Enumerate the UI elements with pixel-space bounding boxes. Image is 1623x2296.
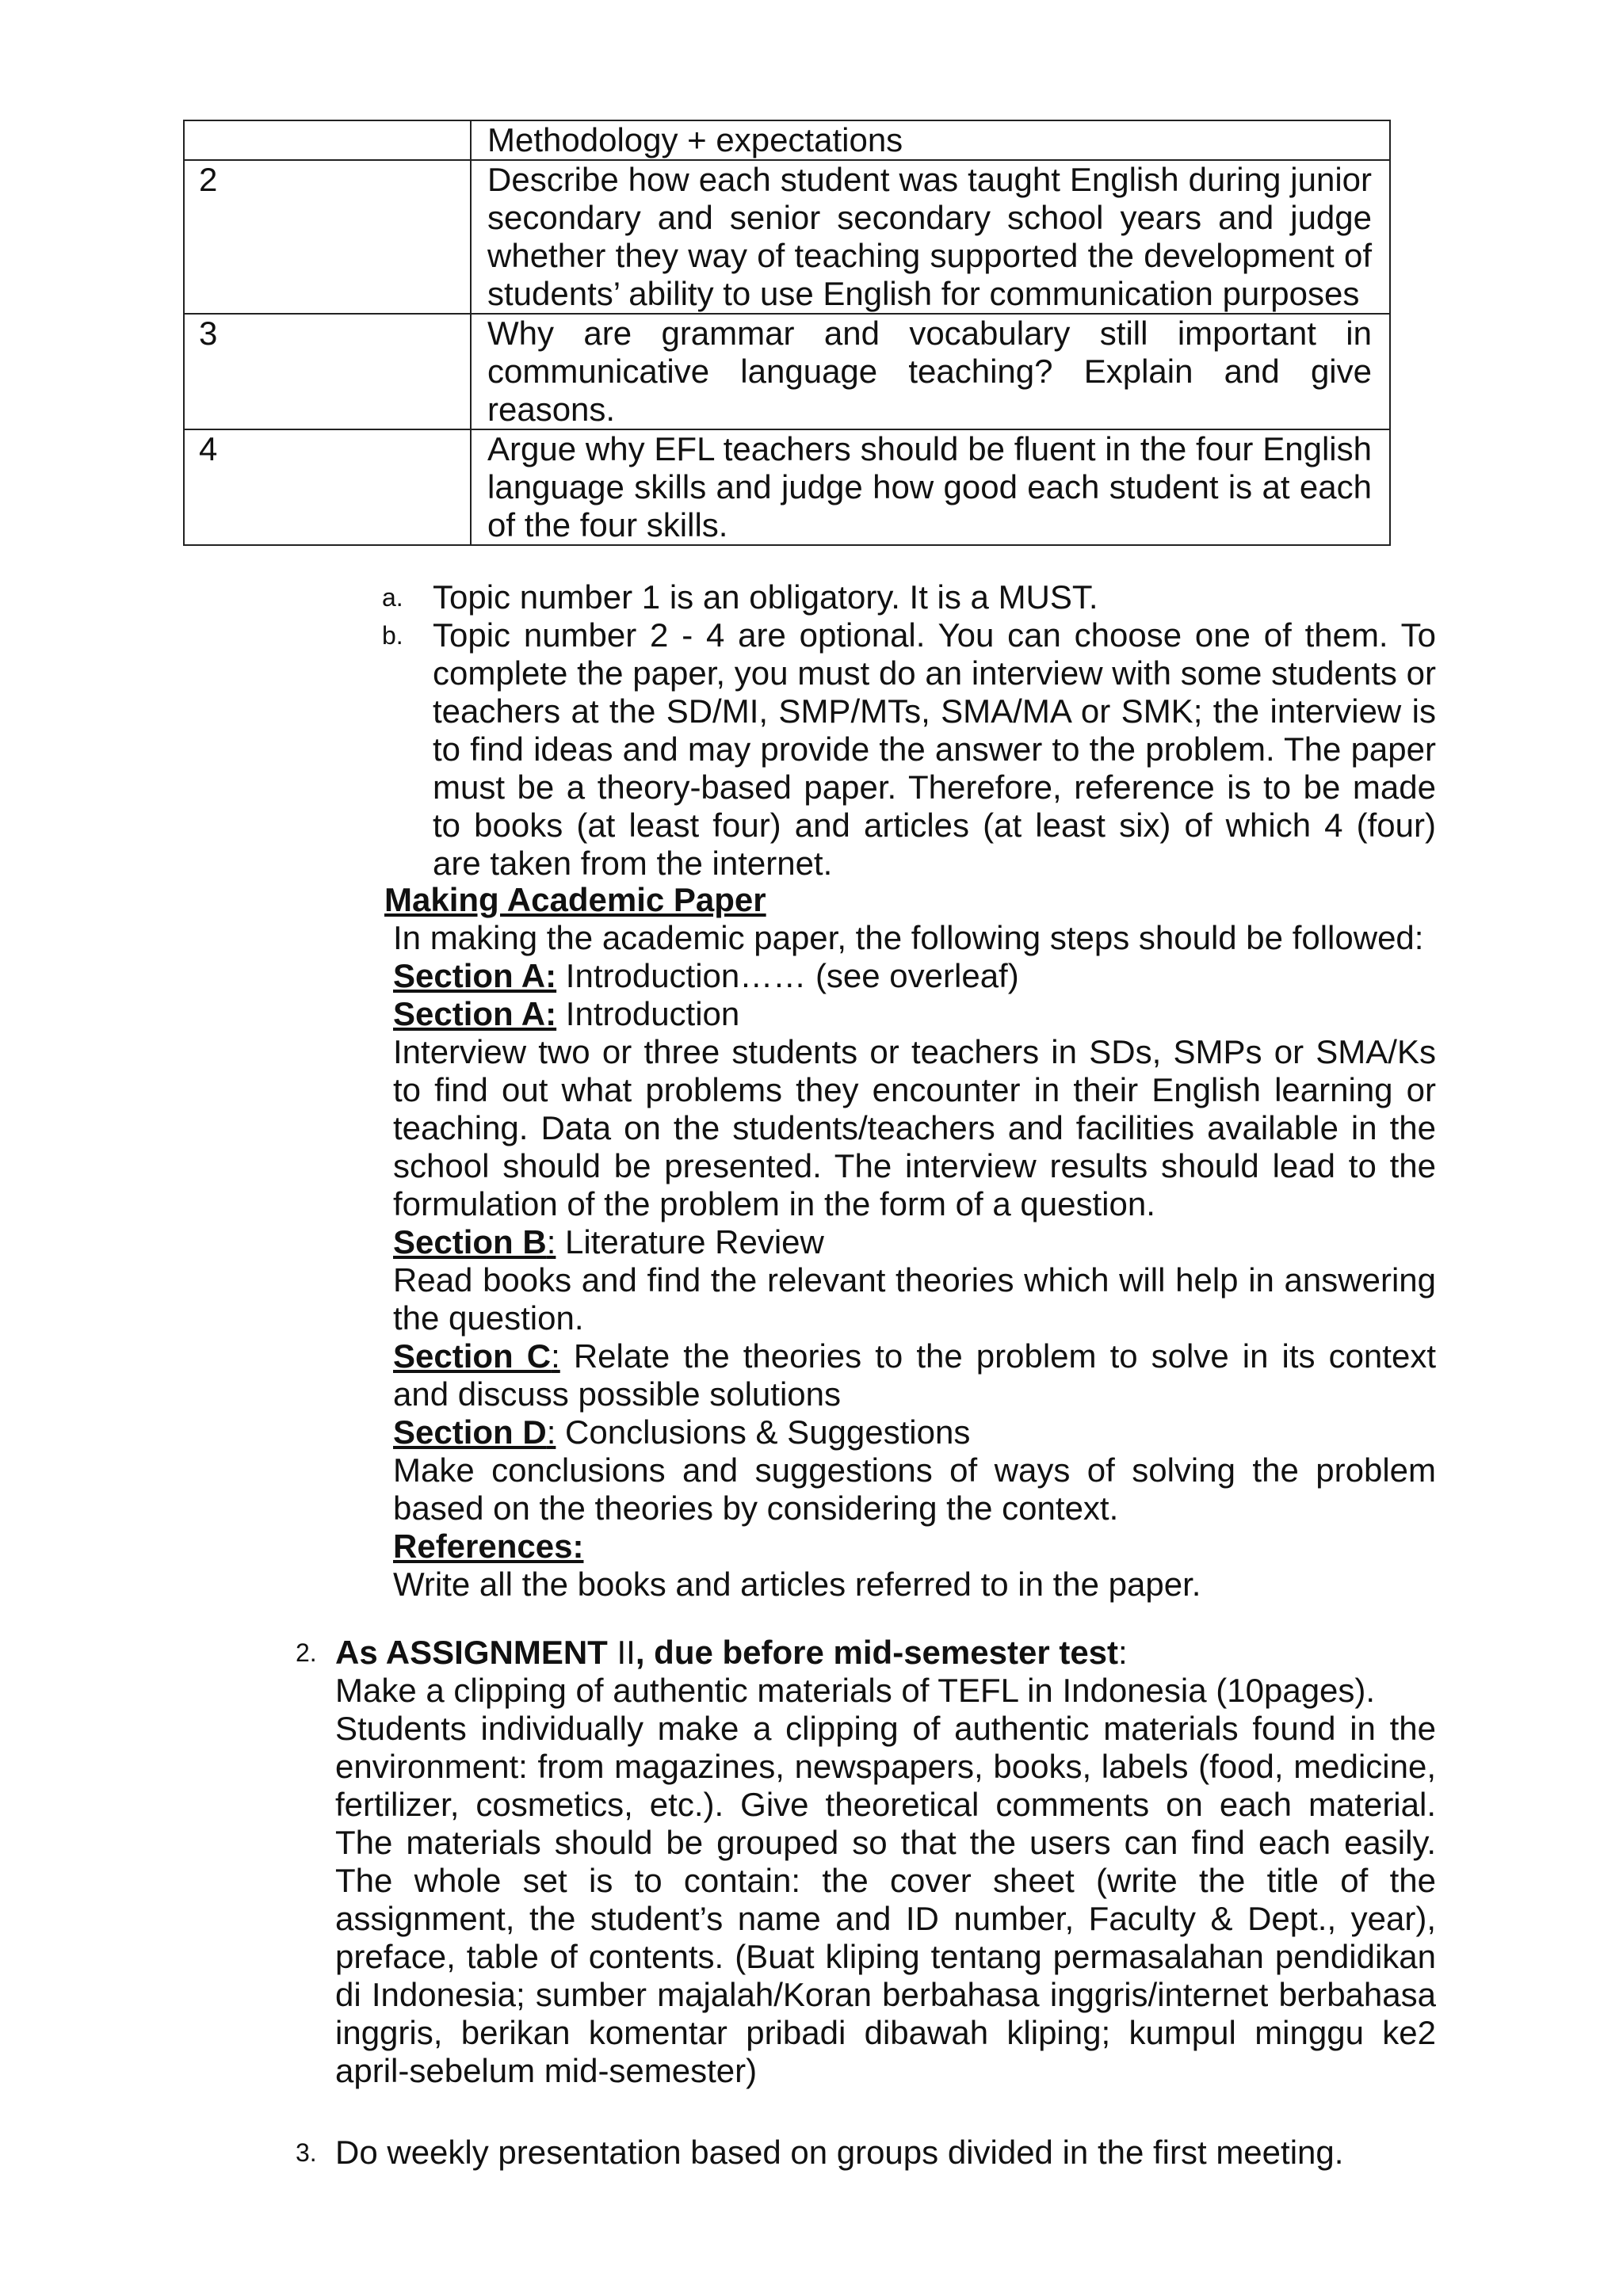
section-title: Conclusions & Suggestions (556, 1413, 971, 1451)
item-3-text: Do weekly presentation based on groups divided in the first meeting. (335, 2134, 1344, 2171)
topic-description-cell: Describe how each student was taught English during junior secondary and senior secondary school years and judge whether they way of teaching supported the development of students’ ability to use English for communication purposes (471, 160, 1390, 314)
topic-number-cell (184, 120, 471, 160)
item-3 (296, 2134, 1436, 2172)
topic-description-cell: Why are grammar and vocabulary still important in communicative language teaching? Explain and give reasons. (471, 314, 1390, 429)
section-label: Section A: (393, 957, 557, 994)
references-heading (393, 1527, 1436, 1566)
section-label: Section A: (393, 995, 557, 1032)
assignment-title-part: II (607, 1634, 636, 1671)
academic-paper-steps (393, 919, 1436, 1604)
topic-number-cell: 3 (184, 314, 471, 429)
assignment-title-part: As ASSIGNMENT (335, 1634, 608, 1671)
assignment-title-part: , due before mid-semester test (635, 1634, 1119, 1671)
item-3-body (335, 2134, 1436, 2172)
section-title: Relate the theories to the problem to solve in its context and discuss possible solutions (393, 1337, 1436, 1413)
assignment-2-line: Make a clipping of authentic materials of TEFL in Indonesia (10pages). (335, 1672, 1376, 1709)
assignment-2-body (335, 1634, 1436, 2090)
section-b-body: Read books and find the relevant theories which will help in answering the question. (393, 1261, 1436, 1337)
section-b-heading (393, 1223, 1436, 1261)
section-c-heading (393, 1337, 1436, 1413)
section-title: Introduction (556, 995, 740, 1032)
topic-number-cell: 2 (184, 160, 471, 314)
section-a-heading (393, 995, 1436, 1033)
list-item-text: Topic number 2 - 4 are optional. You can choose one of them. To complete the paper, you must do an interview with some students or teachers at the SD/MI, SMP/MTs, SMA/MA or SMK; the interview is to find ideas and may provide the answer to the problem. The paper must be a theory-based paper. Therefore, reference is to be made to books (at least four) and articles (at least six) of which 4 (four) are taken from the internet. (433, 616, 1436, 882)
section-colon: : (546, 1223, 556, 1261)
making-academic-paper-heading: Making Academic Paper (384, 881, 766, 918)
topics-table (183, 120, 1391, 546)
section-a-body: Interview two or three students or teachers in SDs, SMPs or SMA/Ks to find out what problems they encounter in their English learning or teaching. Data on the students/teachers and facilities available in the school should be presented. The interview results should lead to the formulation of the problem in the form of a question. (393, 1033, 1436, 1222)
section-label: Section D (393, 1413, 547, 1451)
topic-notes-list (384, 578, 1436, 883)
section-colon: : (546, 1413, 556, 1451)
section-a-overleaf (393, 957, 1436, 995)
assignment-2-title (335, 1634, 1436, 1672)
references-body: Write all the books and articles referred to in the paper. (393, 1566, 1201, 1603)
table-row (184, 160, 1390, 314)
list-marker: a. (382, 583, 403, 612)
section-label: References: (393, 1527, 584, 1565)
table-row (184, 429, 1390, 545)
list-item (384, 616, 1436, 883)
assignment-2-item (296, 1634, 1436, 2090)
assignment-title-colon: : (1118, 1634, 1128, 1671)
table-row (184, 120, 1390, 160)
section-title: Introduction…… (see overleaf) (556, 957, 1019, 994)
list-marker: b. (382, 621, 403, 650)
list-marker: 3. (296, 2138, 317, 2167)
steps-intro: In making the academic paper, the following steps should be followed: (393, 919, 1424, 956)
topic-description-cell: Methodology + expectations (471, 120, 1390, 160)
list-item-text: Topic number 1 is an obligatory. It is a MUST. (433, 578, 1098, 616)
assignment-2-description: Students individually make a clipping of authentic materials found in the environment: from magazines, newspapers, books, labels (food, medicine, fertilizer, cosmetics, etc.). Give theoretical comments on each material. The materials should be grouped so that the users can find each easily. The whole set is to contain: the cover sheet (write the title of the assignment, the student’s name and ID number, Faculty & Dept., year), preface, table of contents. (Buat kliping tentang permasalahan pendidikan di Indonesia; sumber majalah/Koran berbahasa inggris/internet berbahasa inggris, berikan komentar pribadi dibawah kliping; kumpul minggu ke2 april-sebelum mid-semester) (335, 1710, 1436, 2089)
list-item (384, 578, 1436, 616)
section-d-body: Make conclusions and suggestions of ways of solving the problem based on the theories by considering the context. (393, 1451, 1436, 1527)
topic-number-cell: 4 (184, 429, 471, 545)
section-label: Section C (393, 1337, 552, 1375)
table-row (184, 314, 1390, 429)
section-title: Literature Review (556, 1223, 824, 1261)
section-label: Section B (393, 1223, 547, 1261)
topic-description-cell: Argue why EFL teachers should be fluent in the four English language skills and judge how good each student is at each of the four skills. (471, 429, 1390, 545)
section-colon: : (551, 1337, 560, 1375)
list-marker: 2. (296, 1638, 317, 1667)
section-d-heading (393, 1413, 1436, 1451)
